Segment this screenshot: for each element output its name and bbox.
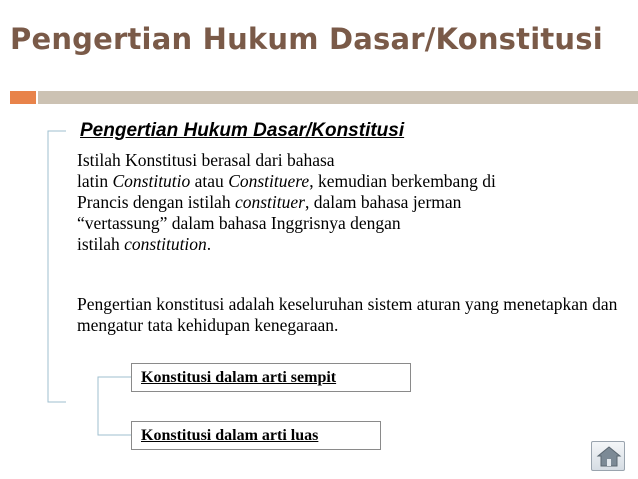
text-run: “vertassung” dalam bahasa Inggrisnya dengan: [77, 213, 401, 233]
subheading: Pengertian Hukum Dasar/Konstitusi: [80, 120, 405, 141]
paragraph-etymology: [77, 150, 637, 255]
text-run: istilah: [77, 234, 125, 254]
text-run: , dalam bahasa jerman: [304, 192, 462, 212]
title-accent-bar: [38, 91, 638, 104]
italic-term: Constitutio: [112, 171, 191, 191]
text-run: .: [206, 234, 212, 254]
box-narrow-meaning: Konstitusi dalam arti sempit: [131, 363, 411, 392]
text-run: Prancis dengan istilah: [77, 192, 235, 212]
text-run: atau: [190, 171, 229, 191]
home-icon: [596, 445, 622, 468]
text-run: , kemudian berkembang di: [309, 171, 496, 191]
slide-title: Pengertian Hukum Dasar/Konstitusi: [10, 22, 603, 56]
text-run: latin: [77, 171, 113, 191]
italic-term: constituer: [234, 192, 305, 212]
box-broad-meaning: Konstitusi dalam arti luas: [131, 421, 381, 450]
title-accent-square: [10, 91, 36, 104]
text-run: Istilah Konstitusi berasal dari bahasa: [77, 150, 335, 170]
home-button[interactable]: [591, 441, 625, 471]
paragraph-definition: Pengertian konstitusi adalah keseluruhan sistem aturan yang menetapkan dan mengatur tata kehidupan kenegaraan.: [77, 294, 618, 335]
italic-term: constitution: [124, 234, 207, 254]
italic-term: Constituere: [228, 171, 310, 191]
